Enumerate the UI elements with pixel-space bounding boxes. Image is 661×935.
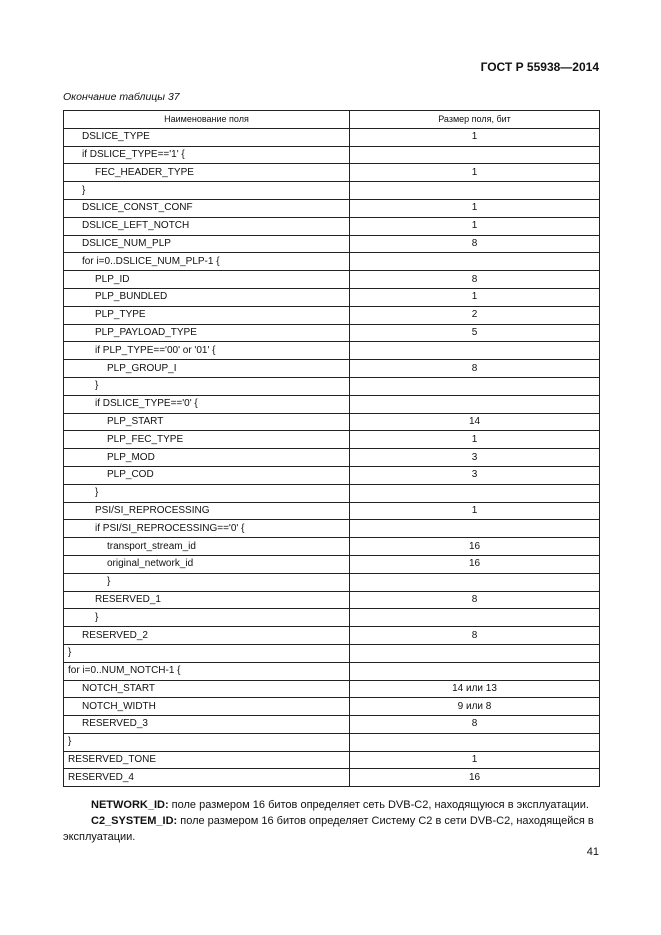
field-size-cell: 1 <box>350 128 600 146</box>
table-row <box>64 271 600 289</box>
field-name-cell: RESERVED_3 <box>64 716 350 734</box>
table-row <box>64 538 600 556</box>
table-row <box>64 431 600 449</box>
field-name-cell: } <box>64 182 350 200</box>
field-size-cell: 8 <box>350 360 600 378</box>
table-row <box>64 324 600 342</box>
field-size-cell <box>350 644 600 662</box>
field-size-cell <box>350 609 600 627</box>
field-size-cell: 3 <box>350 449 600 467</box>
field-size-cell: 1 <box>350 288 600 306</box>
field-size-cell <box>350 573 600 591</box>
table-row <box>64 306 600 324</box>
table-row <box>64 573 600 591</box>
field-size-cell: 1 <box>350 199 600 217</box>
field-size-cell: 14 или 13 <box>350 680 600 698</box>
table-body <box>64 128 600 786</box>
note-text: поле размером 16 битов определяет Систему C2 в сети DVB-C2, находящейся в эксплуатации. <box>63 815 594 843</box>
table-row <box>64 377 600 395</box>
field-size-cell: 16 <box>350 769 600 787</box>
table-header-row <box>64 111 600 129</box>
table-row <box>64 627 600 645</box>
field-name-cell: transport_stream_id <box>64 538 350 556</box>
field-size-cell <box>350 520 600 538</box>
table-row <box>64 591 600 609</box>
field-name-cell: } <box>64 609 350 627</box>
field-size-cell: 1 <box>350 431 600 449</box>
column-header-name: Наименование поля <box>64 111 350 129</box>
field-name-cell: if PLP_TYPE=='00' or '01' { <box>64 342 350 360</box>
note-term: C2_SYSTEM_ID: <box>91 815 178 827</box>
field-name-cell: DSLICE_CONST_CONF <box>64 199 350 217</box>
table-row <box>64 182 600 200</box>
field-name-cell: PLP_BUNDLED <box>64 288 350 306</box>
field-name-cell: if DSLICE_TYPE=='1' { <box>64 146 350 164</box>
table-row <box>64 199 600 217</box>
field-name-cell: NOTCH_START <box>64 680 350 698</box>
note-network-id <box>63 797 599 813</box>
field-size-cell: 9 или 8 <box>350 698 600 716</box>
note-text: поле размером 16 битов определяет сеть DVB-C2, находящуюся в эксплуатации. <box>168 799 589 811</box>
field-name-cell: PLP_START <box>64 413 350 431</box>
table-row <box>64 609 600 627</box>
field-size-cell <box>350 182 600 200</box>
field-size-cell <box>350 484 600 502</box>
field-size-cell: 8 <box>350 716 600 734</box>
table-row <box>64 555 600 573</box>
field-name-cell: DSLICE_NUM_PLP <box>64 235 350 253</box>
table-row <box>64 146 600 164</box>
field-name-cell: DSLICE_LEFT_NOTCH <box>64 217 350 235</box>
field-size-cell: 14 <box>350 413 600 431</box>
table-row <box>64 520 600 538</box>
table-row <box>64 502 600 520</box>
table-row <box>64 253 600 271</box>
table-caption: Окончание таблицы 37 <box>63 91 180 103</box>
table-row <box>64 164 600 182</box>
field-size-cell: 2 <box>350 306 600 324</box>
field-name-cell: PLP_ID <box>64 271 350 289</box>
field-size-cell <box>350 377 600 395</box>
field-size-cell <box>350 662 600 680</box>
field-size-cell: 8 <box>350 627 600 645</box>
field-size-cell: 8 <box>350 235 600 253</box>
field-name-cell: PLP_TYPE <box>64 306 350 324</box>
field-size-cell: 1 <box>350 164 600 182</box>
field-size-cell: 1 <box>350 502 600 520</box>
field-size-cell <box>350 395 600 413</box>
field-name-cell: RESERVED_4 <box>64 769 350 787</box>
table-row <box>64 449 600 467</box>
field-size-cell: 8 <box>350 591 600 609</box>
field-name-cell: for i=0..NUM_NOTCH-1 { <box>64 662 350 680</box>
table-row <box>64 413 600 431</box>
field-size-cell <box>350 733 600 751</box>
field-size-cell: 3 <box>350 466 600 484</box>
field-name-cell: PLP_COD <box>64 466 350 484</box>
field-size-cell: 16 <box>350 555 600 573</box>
table-row <box>64 128 600 146</box>
field-table <box>63 110 600 787</box>
table-row <box>64 698 600 716</box>
table-row <box>64 288 600 306</box>
field-size-cell <box>350 342 600 360</box>
field-size-cell: 8 <box>350 271 600 289</box>
note-c2-system-id <box>63 813 599 845</box>
field-name-cell: DSLICE_TYPE <box>64 128 350 146</box>
table-row <box>64 360 600 378</box>
table-row <box>64 733 600 751</box>
field-name-cell: } <box>64 733 350 751</box>
field-name-cell: } <box>64 644 350 662</box>
field-name-cell: if DSLICE_TYPE=='0' { <box>64 395 350 413</box>
table-row <box>64 484 600 502</box>
table-row <box>64 751 600 769</box>
field-name-cell: PLP_MOD <box>64 449 350 467</box>
table-row <box>64 235 600 253</box>
notes-section <box>63 797 599 845</box>
field-name-cell: PLP_GROUP_I <box>64 360 350 378</box>
field-size-cell: 1 <box>350 751 600 769</box>
field-name-cell: PLP_PAYLOAD_TYPE <box>64 324 350 342</box>
field-name-cell: FEC_HEADER_TYPE <box>64 164 350 182</box>
field-name-cell: PSI/SI_REPROCESSING <box>64 502 350 520</box>
field-name-cell: NOTCH_WIDTH <box>64 698 350 716</box>
field-name-cell: original_network_id <box>64 555 350 573</box>
column-header-size: Размер поля, бит <box>350 111 600 129</box>
table-row <box>64 217 600 235</box>
table-row <box>64 644 600 662</box>
field-name-cell: RESERVED_2 <box>64 627 350 645</box>
field-name-cell: for i=0..DSLICE_NUM_PLP-1 { <box>64 253 350 271</box>
field-size-cell <box>350 146 600 164</box>
table-row <box>64 342 600 360</box>
field-size-cell <box>350 253 600 271</box>
field-name-cell: RESERVED_TONE <box>64 751 350 769</box>
field-name-cell: RESERVED_1 <box>64 591 350 609</box>
standard-number: ГОСТ Р 55938—2014 <box>480 60 599 74</box>
table-row <box>64 680 600 698</box>
table-row <box>64 769 600 787</box>
field-size-cell: 1 <box>350 217 600 235</box>
page-number: 41 <box>586 846 599 858</box>
note-term: NETWORK_ID: <box>91 799 169 811</box>
field-name-cell: PLP_FEC_TYPE <box>64 431 350 449</box>
field-name-cell: if PSI/SI_REPROCESSING=='0' { <box>64 520 350 538</box>
table-row <box>64 395 600 413</box>
table-row <box>64 466 600 484</box>
table-row <box>64 716 600 734</box>
field-size-cell: 16 <box>350 538 600 556</box>
field-name-cell: } <box>64 377 350 395</box>
field-name-cell: } <box>64 573 350 591</box>
field-name-cell: } <box>64 484 350 502</box>
field-size-cell: 5 <box>350 324 600 342</box>
table-row <box>64 662 600 680</box>
